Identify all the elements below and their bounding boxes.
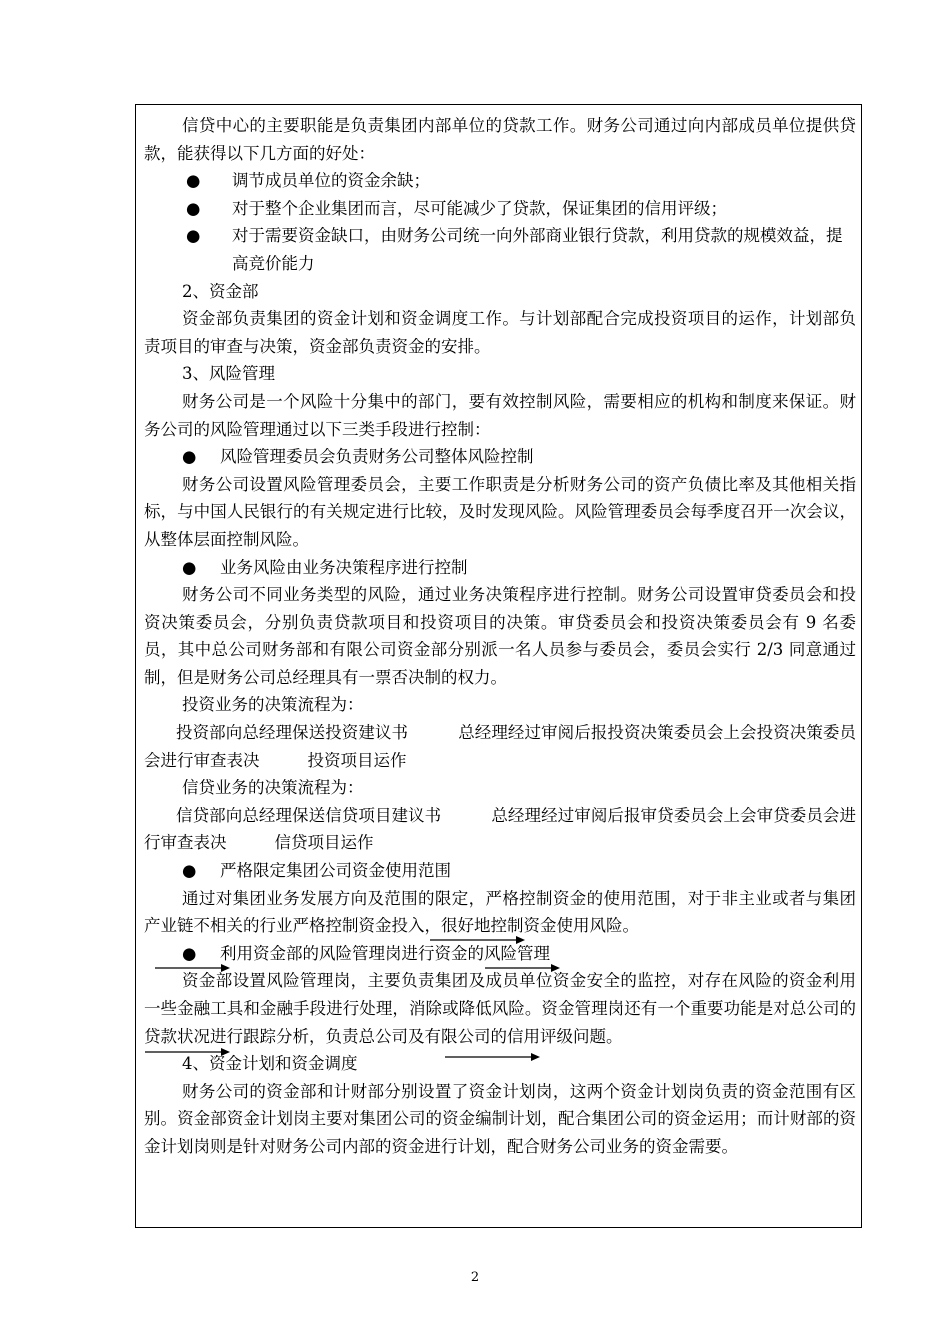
bullet-icon: ●: [186, 171, 201, 191]
credit-flow-title: 信贷业务的决策流程为：: [182, 778, 364, 798]
arrow-icon: [485, 963, 560, 973]
flow-step: 投资部向总经理保送投资建议书: [176, 723, 409, 743]
section-heading-risk: 3、风险管理: [182, 364, 275, 384]
credit-flow: [144, 802, 856, 857]
bullet-heading: [144, 443, 856, 471]
flow-step: 总经理经过审阅后报投资决策委员会上会: [458, 723, 757, 743]
section-heading-fund: 2、资金部: [182, 281, 259, 301]
bullet-heading-text: 利用资金部的风险管理岗进行资金的风险管理: [220, 943, 550, 963]
bullet-heading: [144, 857, 856, 885]
list-item: [144, 222, 856, 277]
risk-post-paragraph: 资金部设置风险管理岗，主要负责集团及成员单位资金安全的监控，对存在风险的资金利用一些金融工具和金融手段进行处理，消除或降低风险。资金管理岗还有一个重要功能是对总公司的贷款状况进行跟踪分析，负责总公司及有限公司的信用评级问题。: [144, 971, 856, 1046]
flow-step: 总经理经过审阅后报审贷委员会上会: [491, 805, 757, 825]
arrow-icon: [155, 963, 230, 973]
invest-flow-title: 投资业务的决策流程为：: [182, 695, 364, 715]
risk-paragraph: 财务公司是一个风险十分集中的部门，要有效控制风险，需要相应的机构和制度来保证。财务公司的风险管理通过以下三类手段进行控制：: [144, 391, 856, 439]
flow-step: 审贷委员会进行审查表决: [144, 805, 857, 853]
fund-paragraph: 资金部负责集团的资金计划和资金调度工作。与计划部配合完成投资项目的运作，计划部负责项目的审查与决策，资金部负责资金的安排。: [144, 309, 856, 356]
plan-paragraph: 财务公司的资金部和计财部分别设置了资金计划岗，这两个资金计划岗负责的资金范围有区别。资金部资金计划岗主要对集团公司的资金编制计划，配合集团公司的资金运用；而计财部的资金计划岗则是针对财务公司内部的资金进行计划，配合财务公司业务的资金需要。: [144, 1081, 856, 1156]
bullet-icon: ●: [182, 861, 197, 881]
fund-scope-paragraph: 通过对集团业务发展方向及范围的限定，严格控制资金的使用范围，对于非主业或者与集团产业链不相关的行业严格控制资金投入，很好地控制资金使用风险。: [144, 888, 856, 936]
list-item: [144, 167, 856, 195]
list-item-text: 对于整个企业集团而言，尽可能减少了贷款，保证集团的信用评级；: [232, 198, 727, 218]
bullet-icon: ●: [186, 226, 201, 246]
document-body: [144, 112, 856, 1161]
arrow-icon: [445, 1052, 540, 1062]
business-risk-paragraph: 财务公司不同业务类型的风险，通过业务决策程序进行控制。财务公司设置审贷委员会和投资决策委员会，分别负责贷款项目和投资项目的决策。审贷委员会和投资决策委员会有 9 名委员，其中总公司财务部和有限公司资金部分别派一名人员参与委员会，委员会实行 2/3 同意通过制，但是财务公司总经理具有一票否决制的权力。: [144, 585, 856, 687]
list-item: [144, 195, 856, 223]
invest-flow: [144, 719, 856, 774]
bullet-icon: ●: [186, 198, 201, 218]
intro-paragraph: 信贷中心的主要职能是负责集团内部单位的贷款工作。财务公司通过向内部成员单位提供贷款，能获得以下几方面的好处：: [144, 116, 856, 163]
arrow-icon: [145, 1047, 230, 1057]
bullet-heading-text: 风险管理委员会负责财务公司整体风险控制: [220, 447, 534, 467]
bullet-icon: ●: [182, 557, 197, 577]
flow-step: 信贷项目运作: [274, 833, 374, 853]
bullet-heading: [144, 554, 856, 582]
list-item-text: 调节成员单位的资金余缺；: [232, 171, 430, 191]
section-heading-plan: 4、资金计划和资金调度: [182, 1054, 358, 1074]
bullet-heading-text: 严格限定集团公司资金使用范围: [220, 861, 451, 881]
flow-step: 信贷部向总经理保送信贷项目建议书: [176, 805, 442, 825]
bullet-icon: ●: [182, 943, 197, 963]
risk-committee-paragraph: 财务公司设置风险管理委员会，主要工作职责是分析财务公司的资产负债比率及其他相关指标，与中国人民银行的有关规定进行比较，及时发现风险。风险管理委员会每季度召开一次会议，从整体层面控制风险。: [144, 474, 856, 549]
page-number: 2: [470, 1270, 480, 1285]
list-item-text: 对于需要资金缺口，由财务公司统一向外部商业银行贷款，利用贷款的规模效益，提高竞价能力: [232, 226, 843, 273]
arrow-icon: [430, 935, 525, 945]
flow-step: 投资决策委员会进行审查表决: [144, 723, 857, 770]
bullet-heading-text: 业务风险由业务决策程序进行控制: [220, 557, 468, 577]
bullet-icon: ●: [182, 447, 197, 467]
flow-step: 投资项目运作: [307, 750, 407, 770]
